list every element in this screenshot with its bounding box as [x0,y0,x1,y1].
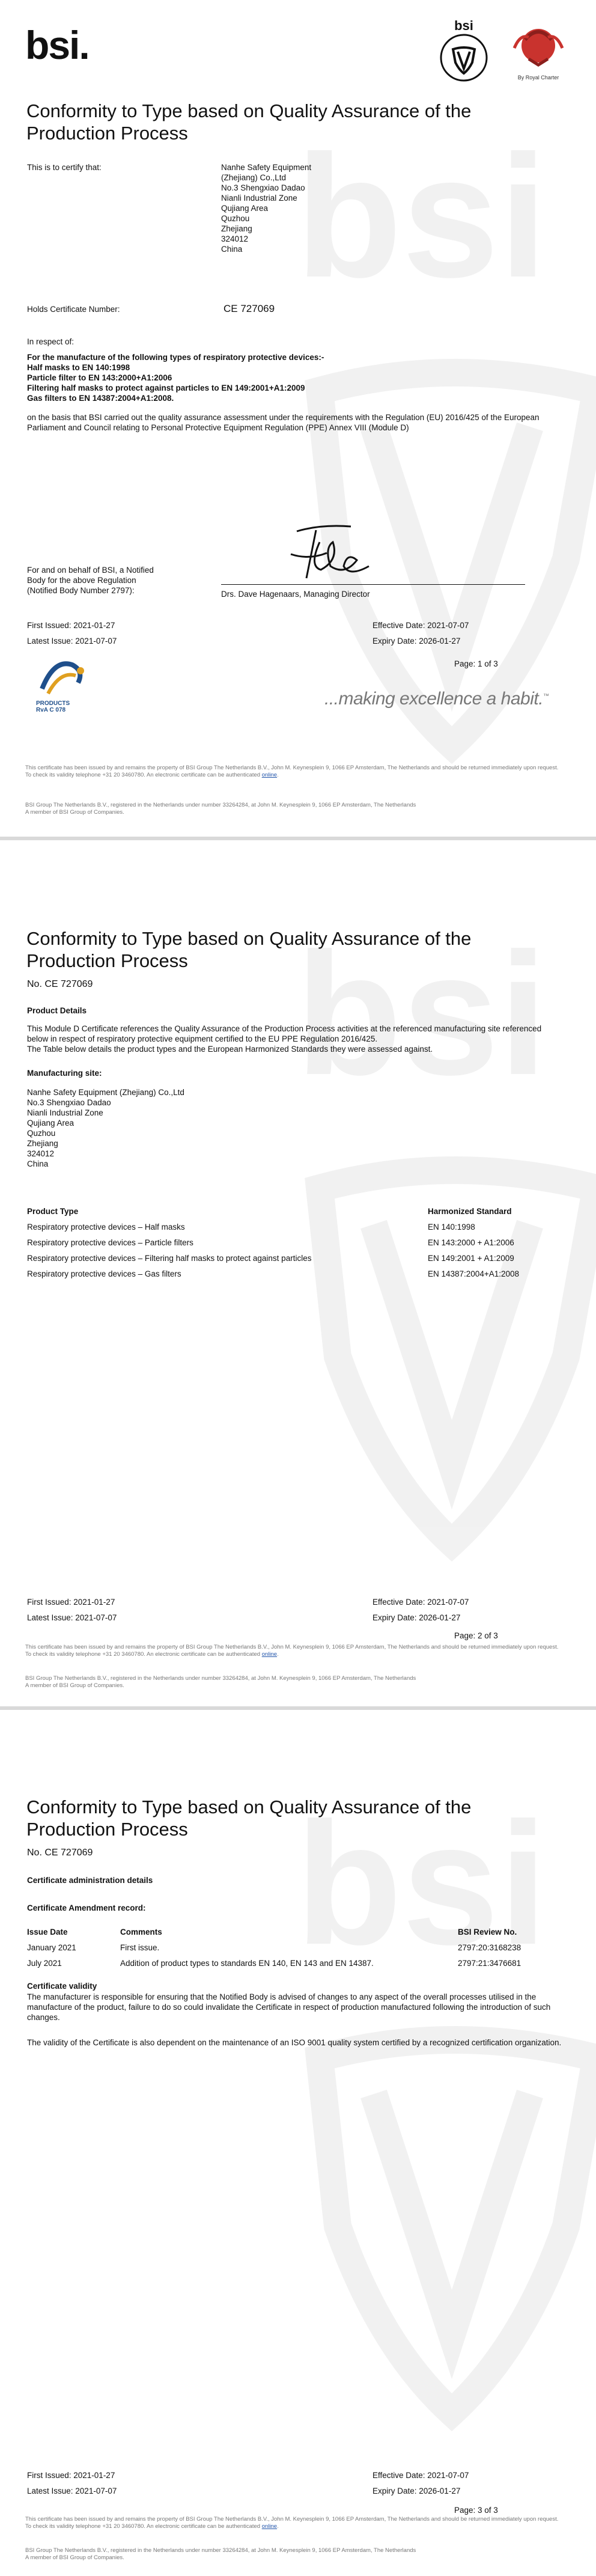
scope-line: For the manufacture of the following types of respiratory protective devices:- [27,353,324,362]
table-cell: 2797:21:3476681 [458,1959,522,1968]
certificate-number: No. CE 727069 [27,979,93,989]
first-issued: First Issued: 2021-01-27 [27,621,115,630]
expiry-date: Expiry Date: 2026-01-27 [372,636,461,646]
behalf-line: Body for the above Regulation [27,576,136,585]
footer-text: BSI Group The Netherlands B.V., registered in the Netherlands under number 33264284, at John M. Keynesplein 9, 1066 EP Amsterdam, The Netherlands [25,2547,416,2554]
column-header: Harmonized Standard [428,1207,512,1216]
table-header-row [27,1927,572,1937]
table-cell: EN 140:1998 [428,1222,475,1232]
scope-line: Gas filters to EN 14387:2004+A1:2008. [27,394,174,403]
footer-text: A member of BSI Group of Companies. [25,809,124,816]
scope-line: Particle filter to EN 143:2000+A1:2006 [27,373,172,382]
royal-charter-crest-icon [508,22,568,78]
table-cell: Addition of product types to standards EN 140, EN 143 and EN 14387. [120,1959,374,1968]
kitemark-icon [435,18,493,83]
first-issued: First Issued: 2021-01-27 [27,1598,115,1607]
accreditation-icon [36,659,102,697]
table-header-row [27,1206,572,1216]
basis-text: on the basis that BSI carried out the quality assurance assessment under the requirements with the Regulation (EU) 2016/425 of the European Parliament and Council relating to Personal Protective Equipment Regulation (PPE) Annex VIII (Module D) [27,413,540,432]
footer-registration [25,802,572,816]
certificate-number: No. CE 727069 [27,1848,93,1858]
address-line: Zhejiang [27,1139,58,1148]
badge-line: RvA C 078 [36,707,66,713]
footer-text: A member of BSI Group of Companies. [25,2554,124,2561]
royal-charter-caption: By Royal Charter [517,75,559,81]
scope-line: Filtering half masks to protect against particles to EN 149:2001+A1:2009 [27,383,305,392]
address-line: 324012 [221,234,249,243]
authenticate-online-link[interactable]: online [261,772,278,778]
table-cell: EN 149:2001 + A1:2009 [428,1254,514,1263]
address-line: China [221,245,243,254]
footer-text: This certificate has been issued by and remains the property of BSI Group The Netherlands B.V., John M. Keynesplein 9, 1066 EP Amsterdam, The Netherlands and should be returned immediately upon request. [25,765,559,771]
svg-text:bsi: bsi [454,18,473,33]
page-number: Page: 2 of 3 [454,1631,498,1640]
page-separator [0,1706,596,1739]
footer-text: To check its validity telephone +31 20 3460780. An electronic certificate can be authenticated [25,1651,261,1658]
address-line: Quzhou [221,214,250,223]
table-row [27,1238,572,1248]
table-cell: 2797:20:3168238 [458,1943,522,1952]
table-cell: January 2021 [27,1943,76,1952]
footer-text: A member of BSI Group of Companies. [25,1682,124,1689]
certificate-page-3 [0,1739,596,2576]
respect-label: In respect of: [27,337,74,346]
address-line: Quzhou [27,1129,56,1138]
validity-text: The manufacturer is responsible for ensuring that the Notified Body is advised of changes to any aspect of the overall processes utilised in the manufacture of the product, failure to do so could invalidate the Certificate in respect of production manufactured following the introduction of such changes. [27,1992,551,2022]
certificate-number: CE 727069 [224,303,275,314]
certificate-page-2 [0,870,596,1706]
validity-text-2: The validity of the Certificate is also dependent on the maintenance of an ISO 9001 quality system certified by a recognized certification organization. [27,2038,562,2047]
accreditation-badge [36,659,102,725]
address-line: Nanhe Safety Equipment (Zhejiang) Co.,Ltd [27,1088,184,1097]
page-title: Conformity to Type based on Quality Assurance of the Production Process [26,100,472,144]
signature-icon [285,518,381,584]
footer-text: To check its validity telephone +31 20 3460780. An electronic certificate can be authenticated [25,2523,261,2530]
product-details-heading: Product Details [27,1006,87,1015]
footer-notice: This certificate has been issued by and remains the property of BSI Group The Netherlands B.V., John M. Keynesplein 9, 1066 EP Amsterdam, The Netherlands and should be returned immediately upon request. To check its validity telephone +31 20 3460780. An electronic certificate can be authenticated online. [25,1644,572,1658]
address-line: Zhejiang [221,224,252,233]
signatory-name: Drs. Dave Hagenaars, Managing Director [221,590,370,599]
effective-date: Effective Date: 2021-07-07 [372,621,469,630]
holder-address [221,162,401,254]
table-cell: EN 14387:2004+A1:2008 [428,1269,520,1278]
footer-notice: This certificate has been issued by and remains the property of BSI Group The Netherlands B.V., John M. Keynesplein 9, 1066 EP Amsterdam, The Netherlands and should be returned immediately upon request. To check its validity telephone +31 20 3460780. An electronic certificate can be authenticated online. [25,765,572,779]
bsi-watermark [284,1805,596,2467]
column-header: Comments [120,1927,162,1937]
footer-text: To check its validity telephone +31 20 3460780. An electronic certificate can be authenticated [25,772,261,778]
table-row [27,1253,572,1263]
address-line: Qujiang Area [221,204,269,213]
authenticate-online-link[interactable]: online [261,1651,278,1658]
footer-registration [25,2547,572,2562]
footer-notice: This certificate has been issued by and remains the property of BSI Group The Netherlands B.V., John M. Keynesplein 9, 1066 EP Amsterdam, The Netherlands and should be returned immediately upon request. To check its validity telephone +31 20 3460780. An electronic certificate can be authenticated online. [25,2516,572,2530]
signature-line [221,584,525,585]
effective-date: Effective Date: 2021-07-07 [372,1598,469,1607]
page-title: Conformity to Type based on Quality Assurance of the Production Process [26,928,472,971]
effective-date: Effective Date: 2021-07-07 [372,2471,469,2480]
tagline: ...making excellence a habit.™ [324,689,549,709]
badge-line: PRODUCTS [36,700,70,707]
authenticate-online-link[interactable]: online [261,2523,278,2530]
address-line: No.3 Shengxiao Dadao [27,1098,111,1107]
footer-text: This certificate has been issued by and remains the property of BSI Group The Netherlands B.V., John M. Keynesplein 9, 1066 EP Amsterdam, The Netherlands and should be returned immediately upon request. [25,1644,559,1650]
address-line: No.3 Shengxiao Dadao [221,183,305,192]
site-address [27,1087,267,1169]
page-title: Conformity to Type based on Quality Assurance of the Production Process [26,1796,472,1840]
page-number: Page: 1 of 3 [454,659,498,668]
certify-label: This is to certify that: [27,163,102,172]
table-cell: Respiratory protective devices – Half masks [27,1222,185,1232]
scope-list [27,352,568,403]
manufacturing-site-heading: Manufacturing site: [27,1069,102,1078]
address-line: (Zhejiang) Co.,Ltd [221,173,287,182]
table-cell: Respiratory protective devices – Particle filters [27,1238,193,1247]
table-row [27,1958,572,1968]
behalf-line: (Notified Body Number 2797): [27,586,135,595]
validity-heading: Certificate validity [27,1982,97,1991]
admin-heading: Certificate administration details [27,1876,153,1885]
holds-label: Holds Certificate Number: [27,305,120,314]
table-row [27,1222,572,1232]
bsi-logo: bsi. [25,23,89,67]
behalf-text [27,565,207,596]
column-header: Issue Date [27,1927,68,1937]
table-cell: First issue. [120,1943,160,1952]
latest-issue: Latest Issue: 2021-07-07 [27,1613,117,1622]
page-separator [0,837,596,870]
expiry-date: Expiry Date: 2026-01-27 [372,2486,461,2495]
product-details-text: This Module D Certificate references the Quality Assurance of the Production Process activities at the referenced manufacturing site referenced below in respect of respiratory protective equipment certified to the EU PPE Regulation 2016/425. [27,1024,542,1043]
column-header: Product Type [27,1207,79,1216]
table-intro-text: The Table below details the product types and the European Harmonized Standards they were assessed against. [27,1045,433,1054]
footer-registration [25,1675,572,1689]
table-cell: EN 143:2000 + A1:2006 [428,1238,514,1247]
footer-text: BSI Group The Netherlands B.V., registered in the Netherlands under number 33264284, at John M. Keynesplein 9, 1066 EP Amsterdam, The Netherlands [25,1675,416,1682]
table-cell: Respiratory protective devices – Gas filters [27,1269,181,1278]
latest-issue: Latest Issue: 2021-07-07 [27,2486,117,2495]
footer-text: BSI Group The Netherlands B.V., registered in the Netherlands under number 33264284, at John M. Keynesplein 9, 1066 EP Amsterdam, The Netherlands [25,802,416,808]
first-issued: First Issued: 2021-01-27 [27,2471,115,2480]
table-cell: Respiratory protective devices – Filtering half masks to protect against particles [27,1254,312,1263]
scope-line: Half masks to EN 140:1998 [27,363,130,372]
behalf-line: For and on behalf of BSI, a Notified [27,566,154,575]
table-row [27,1943,572,1953]
latest-issue: Latest Issue: 2021-07-07 [27,636,117,646]
address-line: China [27,1159,49,1168]
certificate-page-1 [0,0,596,837]
table-cell: July 2021 [27,1959,62,1968]
column-header: BSI Review No. [458,1927,517,1937]
address-line: Nianli Industrial Zone [27,1108,103,1117]
address-line: Nanhe Safety Equipment [221,163,312,172]
table-row [27,1269,572,1279]
address-line: 324012 [27,1149,55,1158]
expiry-date: Expiry Date: 2026-01-27 [372,1613,461,1622]
page-number: Page: 3 of 3 [454,2506,498,2515]
amendment-heading: Certificate Amendment record: [27,1903,146,1912]
footer-text: This certificate has been issued by and remains the property of BSI Group The Netherlands B.V., John M. Keynesplein 9, 1066 EP Amsterdam, The Netherlands and should be returned immediately upon request. [25,2516,559,2523]
address-line: Qujiang Area [27,1119,74,1128]
address-line: Nianli Industrial Zone [221,194,297,203]
